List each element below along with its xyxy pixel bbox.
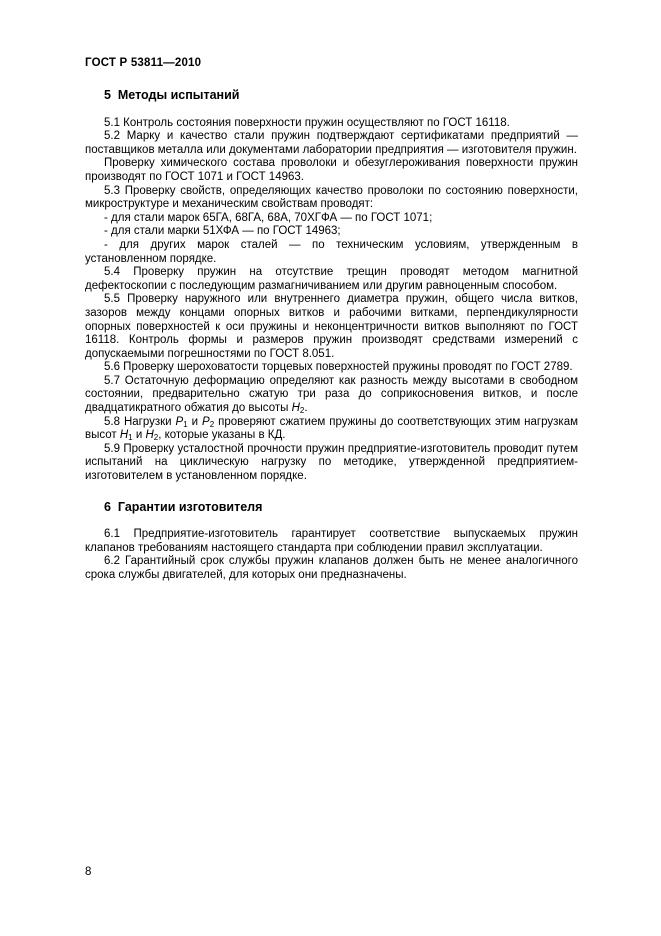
paragraph: 5.9 Проверку усталостной прочности пружин предприятие-изготовитель проводит путем испытаний на циклическую нагрузку по методике, утвержденной предприятием-изготовителем в установленном порядке.: [85, 442, 578, 483]
doc-header: ГОСТ Р 53811—2010: [85, 57, 202, 69]
paragraph: 6.1 Предприятие-изготовитель гарантирует соответствие выпускаемых пружин клапанов требованиям настоящего стандарта при соблюдении правил эксплуатации.: [85, 528, 578, 554]
section-heading: 6 Гарантии изготовителя: [104, 499, 263, 514]
list-item: - для стали марок 65ГА, 68ГА, 68А, 70ХГФА — по ГОСТ 1071;: [104, 211, 433, 224]
page-number: 8: [85, 866, 92, 878]
paragraph: 5.2 Марку и качество стали пружин подтверждают сертификатами предприятий — поставщиков металла или документами лаборатории предприятия — изготовителя пружин.: [85, 130, 578, 156]
paragraph: 6.2 Гарантийный срок службы пружин клапанов должен быть не менее аналогичного срока службы двигателей, для которых они предназначены.: [85, 555, 578, 581]
list-item: - для других марок сталей — по техническим условиям, утвержденным в установленном порядке.: [85, 238, 578, 265]
paragraph: Проверку химического состава проволоки и обезуглероживания поверхности пружин производят по ГОСТ 1071 и ГОСТ 14963.: [85, 157, 578, 183]
paragraph: 5.5 Проверку наружного или внутреннего диаметра пружин, общего числа витков, зазоров между концами опорных витков и рабочими витками, перпендикулярности опорных поверхностей к оси пружины и неконцентричности витков выполняют по ГОСТ 16118. Контроль формы и размеров пружин производят средствами измерений с допускаемыми погрешностями по ГОСТ 8.051.: [85, 293, 578, 360]
paragraph: 5.1 Контроль состояния поверхности пружин осуществляют по ГОСТ 16118.: [104, 116, 510, 129]
list-item: - для стали марки 51ХФА — по ГОСТ 14963;: [104, 225, 341, 238]
document-content: [85, 89, 578, 583]
paragraph: 5.7 Остаточную деформацию определяют как разность между высотами в свободном состоянии, предварительно сжатую три раза до соприкосновения витков, и после двадцатикратного обжатия до высоты $H_2$.: [85, 374, 578, 416]
paragraph: 5.6 Проверку шероховатости торцевых поверхностей пружины проводят по ГОСТ 2789.: [104, 361, 573, 374]
section-heading: 5 Методы испытаний: [104, 88, 240, 102]
paragraph: 5.3 Проверку свойств, определяющих качество проволоки по состоянию поверхности, микроструктуре и механическим свойствам проводят:: [85, 184, 578, 211]
paragraph: 5.8 Нагрузки $P_1$ и $P_2$ проверяют сжатием пружины до соответствующих этим нагрузкам высот $H_1$ и $H_2$, которые указаны в КД.: [85, 415, 578, 443]
paragraph: 5.4 Проверку пружин на отсутствие трещин проводят методом магнитной дефектоскопии с последующим размагничиванием или другим равноценным способом.: [85, 266, 578, 292]
